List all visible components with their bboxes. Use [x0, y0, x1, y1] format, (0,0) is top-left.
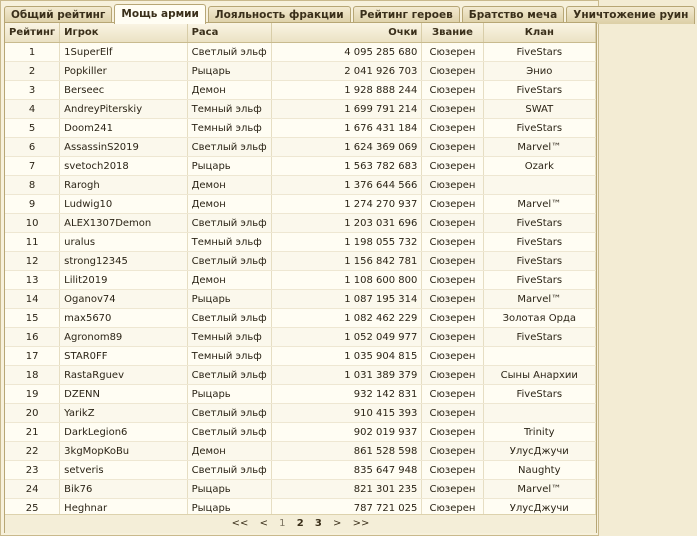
tab-4[interactable]: Братство меча — [462, 6, 565, 24]
race-cell: Светлый эльф — [187, 252, 271, 271]
clan-cell[interactable]: Naughty — [483, 461, 595, 480]
table-row[interactable] — [5, 271, 596, 290]
score-cell: 1 563 782 683 — [271, 157, 422, 176]
clan-cell[interactable] — [483, 347, 595, 366]
race-cell: Светлый эльф — [187, 138, 271, 157]
title-cell: Сюзерен — [422, 43, 483, 62]
score-cell: 1 031 389 379 — [271, 366, 422, 385]
rank-cell: 4 — [5, 100, 60, 119]
player-cell[interactable]: Popkiller — [60, 62, 187, 81]
player-cell[interactable]: 1SuperElf — [60, 43, 187, 62]
clan-cell[interactable] — [483, 404, 595, 423]
player-cell[interactable]: AssassinS2019 — [60, 138, 187, 157]
race-cell: Светлый эльф — [187, 404, 271, 423]
rank-cell: 20 — [5, 404, 60, 423]
player-cell[interactable]: svetoch2018 — [60, 157, 187, 176]
title-cell: Сюзерен — [422, 309, 483, 328]
title-cell: Сюзерен — [422, 480, 483, 499]
clan-cell[interactable]: Marvel™ — [483, 195, 595, 214]
table-row[interactable] — [5, 385, 596, 404]
player-cell[interactable]: Doom241 — [60, 119, 187, 138]
score-cell: 910 415 393 — [271, 404, 422, 423]
title-cell: Сюзерен — [422, 404, 483, 423]
rank-cell: 9 — [5, 195, 60, 214]
clan-cell[interactable]: Marvel™ — [483, 480, 595, 499]
race-cell: Демон — [187, 442, 271, 461]
rank-cell: 22 — [5, 442, 60, 461]
player-cell[interactable]: uralus — [60, 233, 187, 252]
title-cell: Сюзерен — [422, 347, 483, 366]
pager-page-1: 1 — [279, 518, 286, 529]
race-cell: Рыцарь — [187, 385, 271, 404]
col-title[interactable]: Звание — [422, 23, 483, 43]
race-cell: Темный эльф — [187, 347, 271, 366]
score-cell: 1 052 049 977 — [271, 328, 422, 347]
player-cell[interactable]: 3kgMopKoBu — [60, 442, 187, 461]
tab-3[interactable]: Рейтинг героев — [353, 6, 460, 24]
player-cell[interactable]: Lilit2019 — [60, 271, 187, 290]
clan-cell[interactable]: Ozark — [483, 157, 595, 176]
tab-1[interactable]: Мощь армии — [114, 4, 205, 24]
clan-cell[interactable]: FiveStars — [483, 233, 595, 252]
clan-cell[interactable]: Trinity — [483, 423, 595, 442]
player-cell[interactable]: RastaRguev — [60, 366, 187, 385]
pager-page-3[interactable]: 3 — [314, 518, 322, 529]
table-row[interactable] — [5, 81, 596, 100]
clan-cell[interactable]: FiveStars — [483, 119, 595, 138]
title-cell: Сюзерен — [422, 271, 483, 290]
player-cell[interactable]: AndreyPiterskiy — [60, 100, 187, 119]
pager-prev[interactable]: < — [259, 518, 268, 529]
player-cell[interactable]: DZENN — [60, 385, 187, 404]
score-cell: 1 156 842 781 — [271, 252, 422, 271]
table-row[interactable] — [5, 309, 596, 328]
clan-cell[interactable]: FiveStars — [483, 214, 595, 233]
table-row[interactable] — [5, 366, 596, 385]
race-cell: Темный эльф — [187, 100, 271, 119]
table-row[interactable] — [5, 423, 596, 442]
col-clan[interactable]: Клан — [483, 23, 595, 43]
table-row[interactable] — [5, 347, 596, 366]
table-row[interactable] — [5, 233, 596, 252]
clan-cell[interactable]: FiveStars — [483, 271, 595, 290]
score-cell: 1 087 195 314 — [271, 290, 422, 309]
score-cell: 835 647 948 — [271, 461, 422, 480]
rank-cell: 10 — [5, 214, 60, 233]
title-cell: Сюзерен — [422, 328, 483, 347]
col-rank[interactable]: Рейтинг — [5, 23, 60, 43]
clan-cell[interactable]: SWAT — [483, 100, 595, 119]
clan-cell[interactable]: FiveStars — [483, 328, 595, 347]
player-cell[interactable]: YarikZ — [60, 404, 187, 423]
rank-cell: 21 — [5, 423, 60, 442]
rank-cell: 12 — [5, 252, 60, 271]
rank-cell: 3 — [5, 81, 60, 100]
clan-cell[interactable]: FiveStars — [483, 252, 595, 271]
title-cell: Сюзерен — [422, 157, 483, 176]
race-cell: Светлый эльф — [187, 309, 271, 328]
rating-panel — [4, 22, 597, 533]
clan-cell[interactable]: УлусДжучи — [483, 442, 595, 461]
title-cell: Сюзерен — [422, 385, 483, 404]
clan-cell[interactable]: Золотая Орда — [483, 309, 595, 328]
race-cell: Светлый эльф — [187, 423, 271, 442]
title-cell: Сюзерен — [422, 195, 483, 214]
clan-cell[interactable]: FiveStars — [483, 81, 595, 100]
rank-cell: 18 — [5, 366, 60, 385]
race-cell: Рыцарь — [187, 62, 271, 81]
player-cell[interactable]: Heghnar — [60, 499, 187, 518]
col-score[interactable]: Очки — [271, 23, 422, 43]
player-cell[interactable]: Agronom89 — [60, 328, 187, 347]
score-cell: 1 203 031 696 — [271, 214, 422, 233]
table-row[interactable] — [5, 461, 596, 480]
race-cell: Рыцарь — [187, 480, 271, 499]
title-cell: Сюзерен — [422, 138, 483, 157]
pager-next[interactable]: > — [333, 518, 342, 529]
score-cell: 902 019 937 — [271, 423, 422, 442]
player-cell[interactable]: STAR0FF — [60, 347, 187, 366]
race-cell: Темный эльф — [187, 328, 271, 347]
rank-cell: 23 — [5, 461, 60, 480]
title-cell: Сюзерен — [422, 81, 483, 100]
table-row[interactable] — [5, 328, 596, 347]
player-cell[interactable]: strong12345 — [60, 252, 187, 271]
title-cell: Сюзерен — [422, 100, 483, 119]
title-cell: Сюзерен — [422, 366, 483, 385]
table-row[interactable] — [5, 100, 596, 119]
rank-cell: 16 — [5, 328, 60, 347]
table-header-row — [5, 23, 596, 43]
table-row[interactable] — [5, 442, 596, 461]
col-race[interactable]: Раса — [187, 23, 271, 43]
race-cell: Демон — [187, 81, 271, 100]
pager-first[interactable]: << — [231, 518, 249, 529]
score-cell: 1 699 791 214 — [271, 100, 422, 119]
race-cell: Светлый эльф — [187, 214, 271, 233]
player-cell[interactable]: Bik76 — [60, 480, 187, 499]
table-row[interactable] — [5, 195, 596, 214]
race-cell: Демон — [187, 195, 271, 214]
rank-cell: 8 — [5, 176, 60, 195]
rank-cell: 25 — [5, 499, 60, 518]
title-cell: Сюзерен — [422, 499, 483, 518]
score-cell: 1 928 888 244 — [271, 81, 422, 100]
clan-cell[interactable] — [483, 176, 595, 195]
rank-cell: 1 — [5, 43, 60, 62]
score-cell: 861 528 598 — [271, 442, 422, 461]
clan-cell[interactable]: FiveStars — [483, 43, 595, 62]
clan-cell[interactable]: Сыны Анархии — [483, 366, 595, 385]
race-cell: Светлый эльф — [187, 43, 271, 62]
rank-cell: 19 — [5, 385, 60, 404]
score-cell: 821 301 235 — [271, 480, 422, 499]
score-cell: 1 082 462 229 — [271, 309, 422, 328]
clan-cell[interactable]: FiveStars — [483, 385, 595, 404]
race-cell: Светлый эльф — [187, 366, 271, 385]
rank-cell: 7 — [5, 157, 60, 176]
table-row[interactable] — [5, 119, 596, 138]
title-cell: Сюзерен — [422, 290, 483, 309]
title-cell: Сюзерен — [422, 461, 483, 480]
pagination — [5, 514, 596, 533]
tab-5[interactable]: Уничтожение руин — [566, 6, 695, 24]
race-cell: Рыцарь — [187, 499, 271, 518]
tab-2[interactable]: Лояльность фракции — [208, 6, 351, 24]
score-cell: 1 376 644 566 — [271, 176, 422, 195]
title-cell: Сюзерен — [422, 62, 483, 81]
rank-cell: 24 — [5, 480, 60, 499]
player-cell[interactable]: ALEX1307Demon — [60, 214, 187, 233]
race-cell: Темный эльф — [187, 119, 271, 138]
rank-cell: 14 — [5, 290, 60, 309]
race-cell: Демон — [187, 271, 271, 290]
score-cell: 1 198 055 732 — [271, 233, 422, 252]
clan-cell[interactable]: Энио — [483, 62, 595, 81]
score-cell: 932 142 831 — [271, 385, 422, 404]
title-cell: Сюзерен — [422, 214, 483, 233]
player-cell[interactable]: DarkLegion6 — [60, 423, 187, 442]
tab-0[interactable]: Общий рейтинг — [4, 6, 112, 24]
title-cell: Сюзерен — [422, 423, 483, 442]
score-cell: 1 624 369 069 — [271, 138, 422, 157]
player-cell[interactable]: setveris — [60, 461, 187, 480]
score-cell: 2 041 926 703 — [271, 62, 422, 81]
table-row[interactable] — [5, 62, 596, 81]
rank-cell: 2 — [5, 62, 60, 81]
score-cell: 1 676 431 184 — [271, 119, 422, 138]
score-cell: 4 095 285 680 — [271, 43, 422, 62]
title-cell: Сюзерен — [422, 176, 483, 195]
player-cell[interactable]: max5670 — [60, 309, 187, 328]
race-cell: Демон — [187, 176, 271, 195]
title-cell: Сюзерен — [422, 233, 483, 252]
table-row[interactable] — [5, 43, 596, 62]
table-row[interactable] — [5, 214, 596, 233]
clan-cell[interactable]: Marvel™ — [483, 138, 595, 157]
player-cell[interactable]: Berseec — [60, 81, 187, 100]
player-cell[interactable]: Ludwig10 — [60, 195, 187, 214]
tab-bar — [4, 4, 697, 23]
score-cell: 787 721 025 — [271, 499, 422, 518]
rating-table — [5, 23, 596, 518]
rank-cell: 11 — [5, 233, 60, 252]
table-row[interactable] — [5, 176, 596, 195]
player-cell[interactable]: Rarogh — [60, 176, 187, 195]
title-cell: Сюзерен — [422, 252, 483, 271]
clan-cell[interactable]: Marvel™ — [483, 290, 595, 309]
score-cell: 1 035 904 815 — [271, 347, 422, 366]
table-row[interactable] — [5, 138, 596, 157]
race-cell: Темный эльф — [187, 233, 271, 252]
pager-page-2[interactable]: 2 — [296, 518, 304, 529]
race-cell: Рыцарь — [187, 290, 271, 309]
table-row[interactable] — [5, 157, 596, 176]
table-row[interactable] — [5, 252, 596, 271]
table-body — [5, 43, 596, 518]
rank-cell: 17 — [5, 347, 60, 366]
score-cell: 1 274 270 937 — [271, 195, 422, 214]
title-cell: Сюзерен — [422, 119, 483, 138]
clan-cell[interactable]: УлусДжучи — [483, 499, 595, 518]
rank-cell: 6 — [5, 138, 60, 157]
rank-cell: 15 — [5, 309, 60, 328]
table-row[interactable] — [5, 290, 596, 309]
table-row[interactable] — [5, 404, 596, 423]
table-row[interactable] — [5, 480, 596, 499]
pager-last[interactable]: >> — [352, 518, 370, 529]
rank-cell: 13 — [5, 271, 60, 290]
score-cell: 1 108 600 800 — [271, 271, 422, 290]
player-cell[interactable]: Oganov74 — [60, 290, 187, 309]
race-cell: Рыцарь — [187, 157, 271, 176]
rank-cell: 5 — [5, 119, 60, 138]
race-cell: Светлый эльф — [187, 461, 271, 480]
title-cell: Сюзерен — [422, 442, 483, 461]
col-player[interactable]: Игрок — [60, 23, 187, 43]
